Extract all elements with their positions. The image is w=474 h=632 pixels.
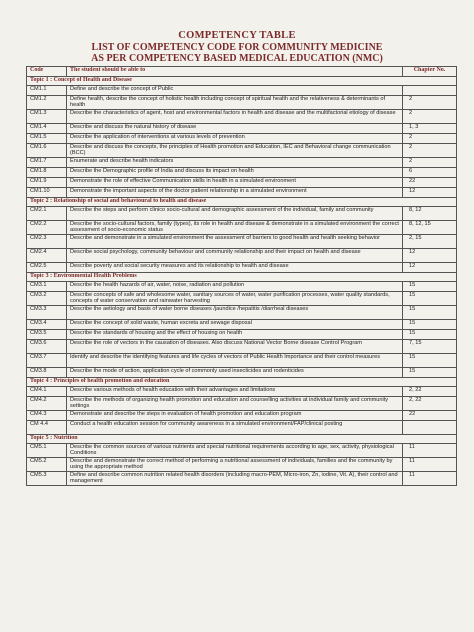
chapter-number: 22 <box>403 178 457 188</box>
topic-row <box>27 198 457 207</box>
table-row <box>27 282 457 292</box>
chapter-number: 11 <box>403 444 457 458</box>
topic-heading: Topic 5 : Nutrition <box>27 435 457 444</box>
table-row <box>27 397 457 411</box>
chapter-number: 15 <box>403 330 457 340</box>
chapter-number: 2, 22 <box>403 387 457 397</box>
table-row <box>27 354 457 368</box>
competency-code: CM2.2 <box>27 221 67 235</box>
table-row <box>27 235 457 249</box>
competency-description: Describe the characteristics of agent, host and environmental factors in health and disease and the multifactorial etiology of disease <box>67 110 403 124</box>
topic-row <box>27 77 457 86</box>
title-block <box>0 30 474 64</box>
competency-code: CM3.4 <box>27 320 67 330</box>
table-row <box>27 110 457 124</box>
competency-code: CM1.10 <box>27 188 67 198</box>
competency-code: CM4.3 <box>27 411 67 421</box>
topic-heading: Topic 4 : Principles of health promotion and education <box>27 378 457 387</box>
competency-description: Identify and describe the identifying features and life cycles of vectors of Public Health Importance and their control measures <box>67 354 403 368</box>
chapter-number: 15 <box>403 354 457 368</box>
competency-description: Define and describe common nutrition related health disorders (including macro-PEM, Micro-iron, Zn, iodine, Vit. A), their control and management <box>67 472 403 486</box>
competency-description: Describe and discuss the natural history of disease <box>67 124 403 134</box>
competency-description: Describe the socio-cultural factors, family (types), its role in health and disease & demonstrate in a simulated environment the correct assessment of socio-economic status <box>67 221 403 235</box>
table-row <box>27 188 457 198</box>
competency-code: CM3.8 <box>27 368 67 378</box>
chapter-number: 2, 22 <box>403 397 457 411</box>
competency-description: Describe the aetiology and basis of water borne diseases /jaundice /hepatitis /diarrheal diseases <box>67 306 403 320</box>
competency-code: CM 4.4 <box>27 421 67 435</box>
column-header-code: Code <box>27 67 67 77</box>
competency-code: CM3.1 <box>27 282 67 292</box>
competency-code: CM1.6 <box>27 144 67 158</box>
competency-table <box>26 66 457 486</box>
competency-description: Describe the concept of solid waste, human excreta and sewage disposal <box>67 320 403 330</box>
competency-description: Describe the application of interventions at various levels of prevention <box>67 134 403 144</box>
competency-code: CM3.7 <box>27 354 67 368</box>
table-row <box>27 421 457 435</box>
page-subtitle-1: LIST OF COMPETENCY CODE FOR COMMUNITY MEDICINE <box>91 42 383 53</box>
chapter-number: 2, 15 <box>403 235 457 249</box>
chapter-number: 12 <box>403 263 457 273</box>
competency-description: Define health, describe the concept of holistic health including concept of spiritual health and the relativeness & determinants of health <box>67 96 403 110</box>
competency-description: Describe concepts of safe and wholesome water, sanitary sources of water, water purification processes, water quality standards, concepts of water conservation and rainwater harvesting <box>67 292 403 306</box>
table-row <box>27 411 457 421</box>
chapter-number: 2 <box>403 158 457 168</box>
chapter-number: 12 <box>403 188 457 198</box>
chapter-number: 15 <box>403 282 457 292</box>
table-row <box>27 86 457 96</box>
page-title: COMPETENCY TABLE <box>178 30 296 41</box>
competency-description: Describe poverty and social security measures and its relationship to health and disease <box>67 263 403 273</box>
table-row <box>27 144 457 158</box>
competency-code: CM3.5 <box>27 330 67 340</box>
competency-description: Describe the role of vectors in the causation of diseases. Also discuss National Vector Borne disease Control Program <box>67 340 403 354</box>
competency-code: CM2.4 <box>27 249 67 263</box>
table-row <box>27 306 457 320</box>
competency-description: Demonstrate the role of effective Communication skills in health in a simulated environment <box>67 178 403 188</box>
competency-code: CM5.1 <box>27 444 67 458</box>
topic-heading: Topic 2 : Relationship of social and behavioural to health and disease <box>27 198 457 207</box>
competency-code: CM4.2 <box>27 397 67 411</box>
chapter-number: 15 <box>403 320 457 330</box>
chapter-number: 15 <box>403 292 457 306</box>
topic-row <box>27 378 457 387</box>
competency-code: CM1.5 <box>27 134 67 144</box>
competency-code: CM3.2 <box>27 292 67 306</box>
competency-code: CM1.4 <box>27 124 67 134</box>
chapter-number: 11 <box>403 472 457 486</box>
competency-code: CM3.6 <box>27 340 67 354</box>
chapter-number: 22 <box>403 411 457 421</box>
topic-heading: Topic 3 : Environmental Health Problems <box>27 273 457 282</box>
chapter-number: 15 <box>403 306 457 320</box>
competency-code: CM2.1 <box>27 207 67 221</box>
table-row <box>27 458 457 472</box>
competency-description: Describe social psychology, community behaviour and community relationship and their impact on health and disease <box>67 249 403 263</box>
competency-description: Describe various methods of health education with their advantages and limitations <box>67 387 403 397</box>
competency-code: CM2.3 <box>27 235 67 249</box>
competency-code: CM1.8 <box>27 168 67 178</box>
table-row <box>27 134 457 144</box>
competency-description: Describe the health hazards of air, water, noise, radiation and pollution <box>67 282 403 292</box>
column-header-description: The student should be able to <box>67 67 403 77</box>
competency-description: Describe the methods of organizing health promotion and education and counselling activities at individual family and community settings <box>67 397 403 411</box>
competency-code: CM1.7 <box>27 158 67 168</box>
table-row <box>27 368 457 378</box>
chapter-number: 12 <box>403 249 457 263</box>
table-row <box>27 320 457 330</box>
table-row <box>27 178 457 188</box>
competency-code: CM3.3 <box>27 306 67 320</box>
table-row <box>27 96 457 110</box>
table-row <box>27 158 457 168</box>
chapter-number: 6 <box>403 168 457 178</box>
table-row <box>27 263 457 273</box>
table-header-row <box>27 67 457 77</box>
competency-description: Describe and discuss the concepts, the principles of Health promotion and Education, IEC and Behavioral change communication (BCC) <box>67 144 403 158</box>
chapter-number: 2 <box>403 96 457 110</box>
chapter-number <box>403 421 457 435</box>
competency-description: Describe the Demographic profile of India and discuss its impact on health <box>67 168 403 178</box>
table-row <box>27 249 457 263</box>
competency-description: Describe the standards of housing and the effect of housing on health <box>67 330 403 340</box>
table-body <box>27 77 457 486</box>
competency-code: CM2.5 <box>27 263 67 273</box>
topic-heading: Topic 1 : Concept of Health and Disease <box>27 77 457 86</box>
column-header-chapter: Chapter No. <box>403 67 457 77</box>
chapter-number: 2 <box>403 110 457 124</box>
competency-code: CM1.2 <box>27 96 67 110</box>
table-row <box>27 387 457 397</box>
chapter-number: 1, 3 <box>403 124 457 134</box>
competency-description: Define and describe the concept of Public <box>67 86 403 96</box>
table-row <box>27 340 457 354</box>
chapter-number: 11 <box>403 458 457 472</box>
table-row <box>27 207 457 221</box>
competency-description: Enumerate and describe health indicators <box>67 158 403 168</box>
competency-code: CM4.1 <box>27 387 67 397</box>
competency-description: Describe the common sources of various nutrients and special nutritional requirements according to age, sex, activity, physiological Conditions <box>67 444 403 458</box>
topic-row <box>27 273 457 282</box>
table-row <box>27 124 457 134</box>
competency-description: Describe the mode of action, application cycle of commonly used insecticides and rodenticides <box>67 368 403 378</box>
competency-code: CM5.2 <box>27 458 67 472</box>
chapter-number: 8, 12 <box>403 207 457 221</box>
competency-description: Describe and demonstrate the correct method of performing a nutritional assessment of individuals, families and the community by using the appropriate method <box>67 458 403 472</box>
table-row <box>27 444 457 458</box>
chapter-number: 7, 15 <box>403 340 457 354</box>
table-row <box>27 472 457 486</box>
chapter-number: 8, 12, 15 <box>403 221 457 235</box>
table-row <box>27 330 457 340</box>
competency-description: Demonstrate the important aspects of the doctor patient relationship in a simulated environment <box>67 188 403 198</box>
topic-row <box>27 435 457 444</box>
chapter-number <box>403 86 457 96</box>
competency-code: CM1.3 <box>27 110 67 124</box>
table-row <box>27 168 457 178</box>
competency-description: Describe and demonstrate in a simulated environment the assessment of barriers to good health and health seeking behavior <box>67 235 403 249</box>
table-row <box>27 292 457 306</box>
competency-code: CM1.1 <box>27 86 67 96</box>
competency-description: Demonstrate and describe the steps in evaluation of health promotion and education program <box>67 411 403 421</box>
chapter-number: 2 <box>403 144 457 158</box>
table-row <box>27 221 457 235</box>
competency-description: Conduct a health education session for community awareness in a simulated environment/FAP/clinical posting <box>67 421 403 435</box>
competency-description: Describe the steps and perform clinico socio-cultural and demographic assessment of the individual, family and community <box>67 207 403 221</box>
competency-code: CM1.9 <box>27 178 67 188</box>
competency-code: CM5.3 <box>27 472 67 486</box>
chapter-number: 15 <box>403 368 457 378</box>
page-subtitle-2: AS PER COMPETENCY BASED MEDICAL EDUCATION (NMC) <box>91 53 383 64</box>
chapter-number: 2 <box>403 134 457 144</box>
